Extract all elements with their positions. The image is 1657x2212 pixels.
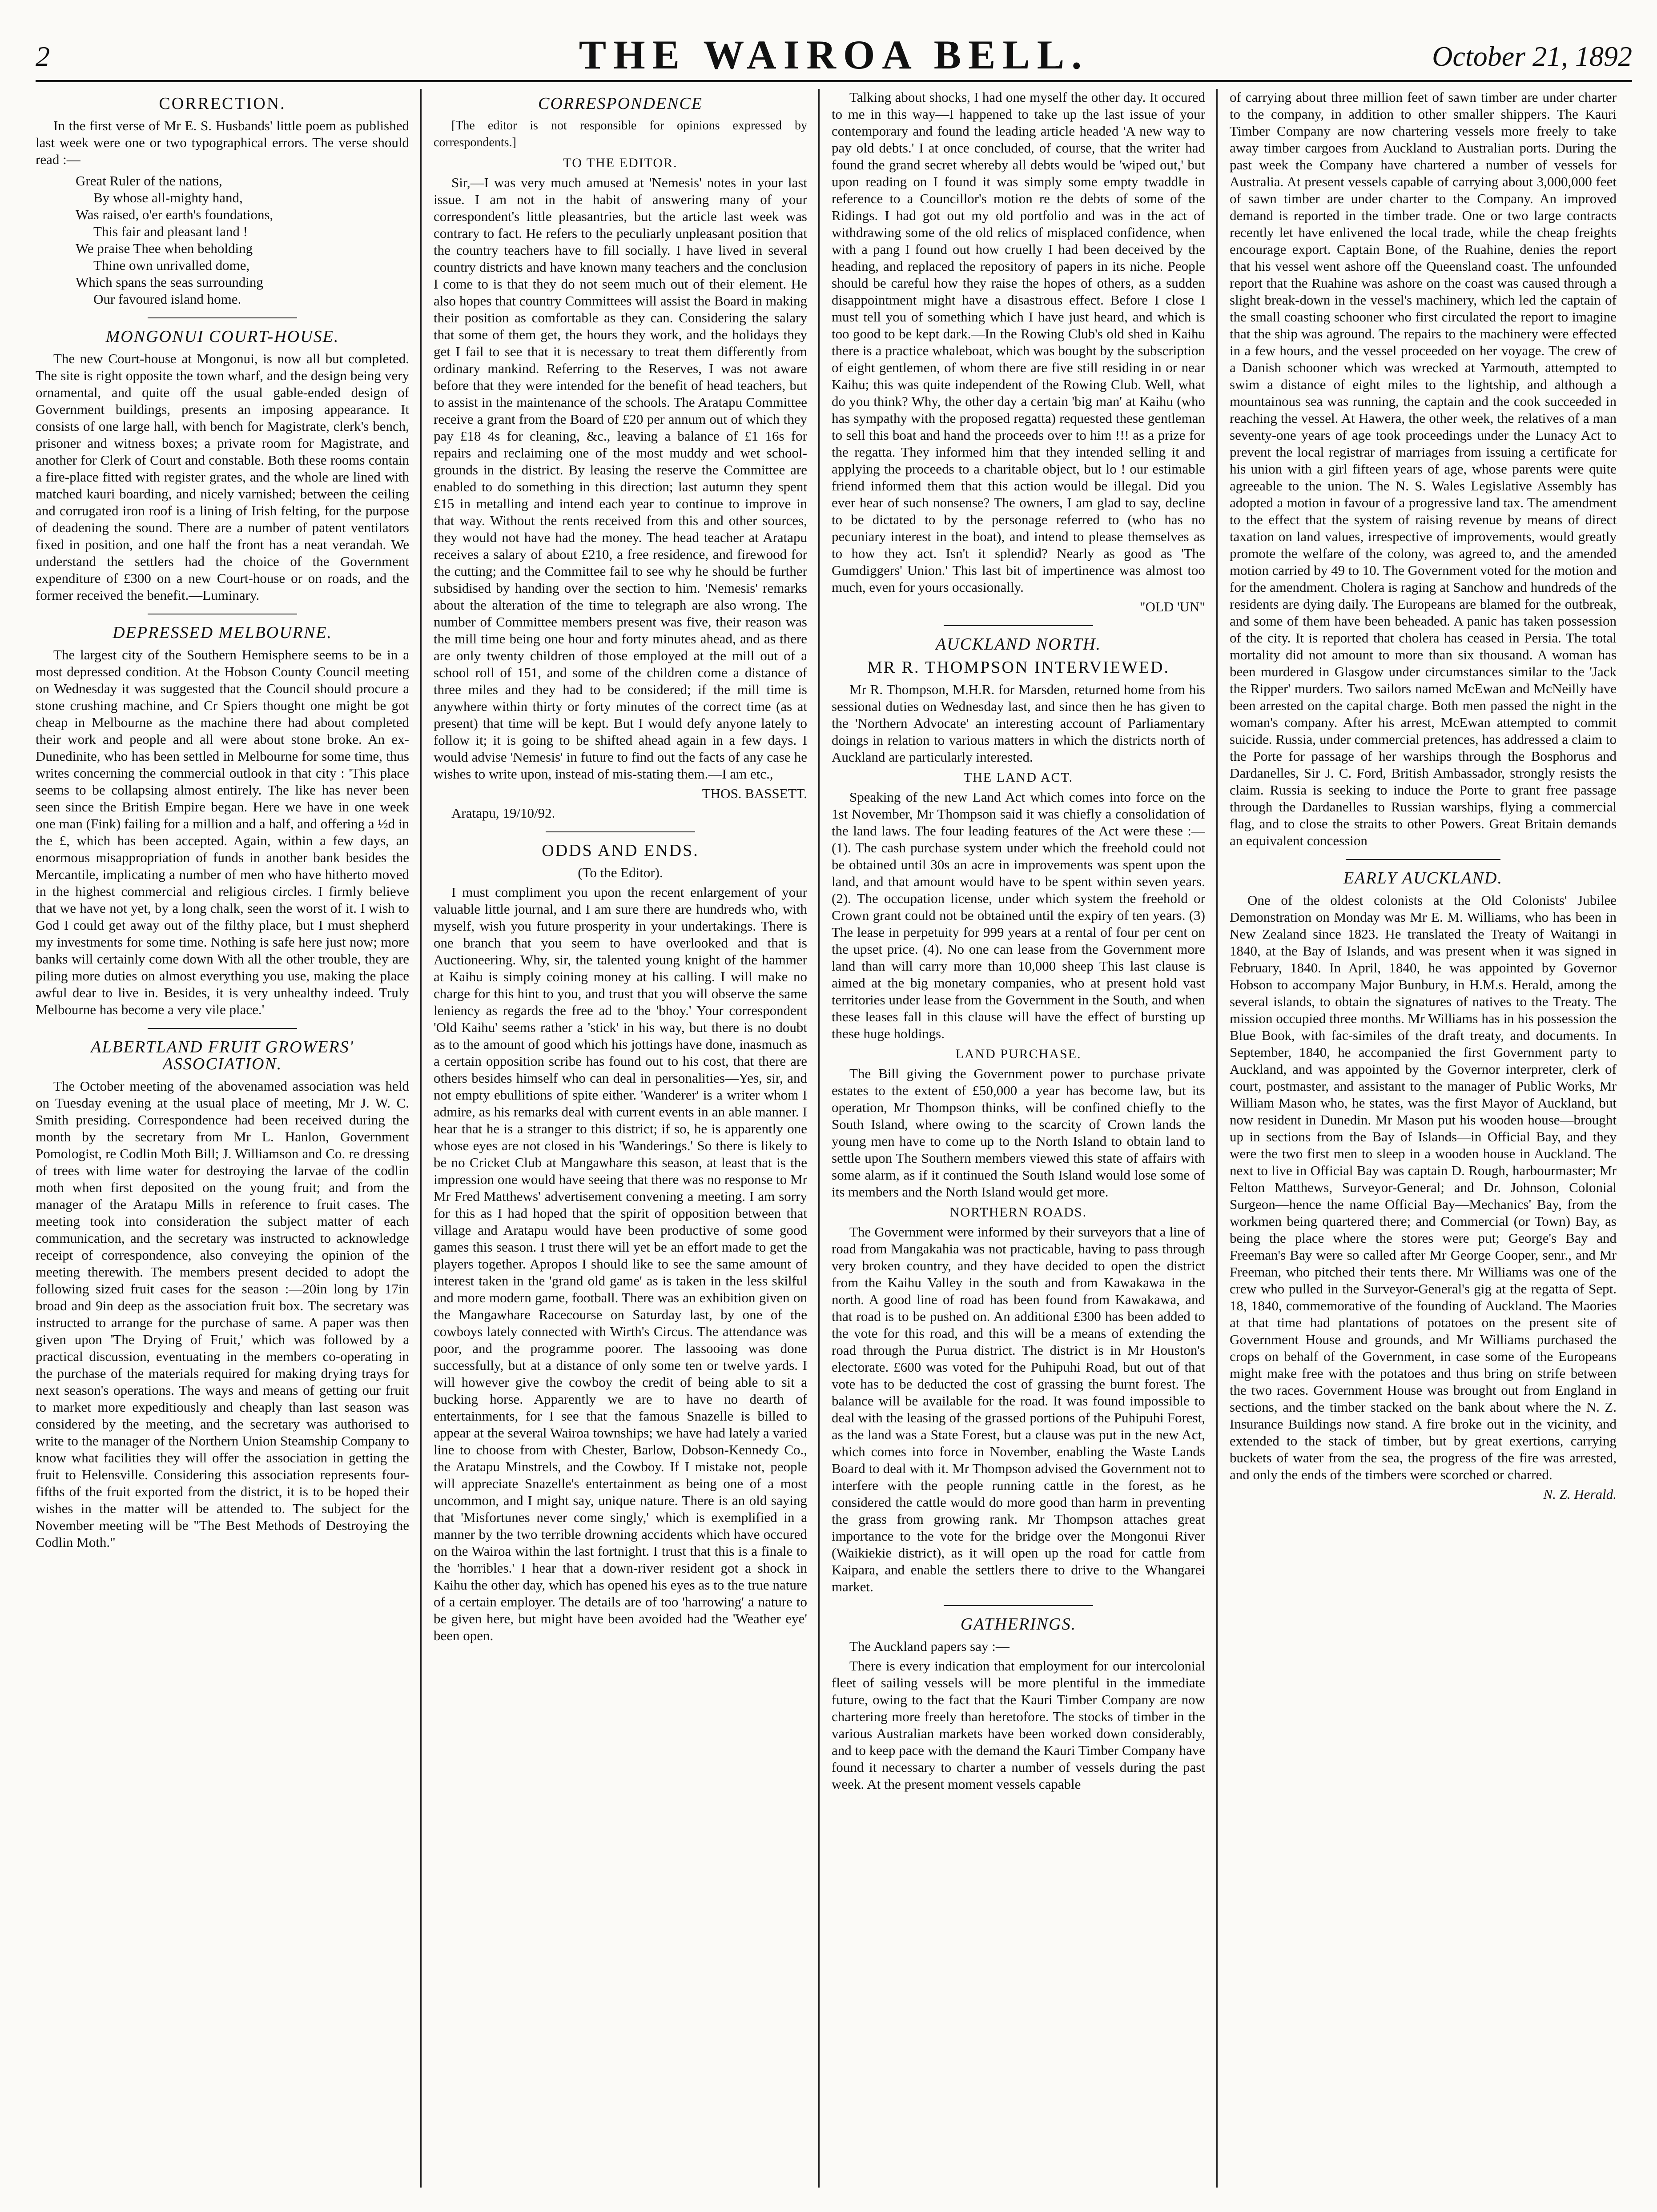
early-auckland-body: One of the oldest colonists at the Old Colonists' Jubilee Demonstration on Monday was Mr E. M. Williams, who has been in New Zealand since 1823. He translated the Treaty of Waitangi in 1840, at the Bay of Islands, and was present when it was signed in February, 1840. In April, 1840, he was appointed by Governor Hobson to accompany Major Bunbury, in H.M.s. Herald, among the several islands, to obtain the signatures of natives to the Treaty. The mission occupied three months. Mr Williams has in his possession the Blue Book, with fac-similes of the draft treaty, and documents. In September, 1840, he accompanied the first Government party to Auckland, and was appointed by the Governor interpreter, clerk of court, postmaster, and assistant to the manager of Public Works, Mr William Mason who, he states, was the first Mayor of Auckland, but now resident in Dunedin. Mr Mason put his wooden house—brought up in sections from the Bay of Islands—in Official Bay, and they were the two first men to sleep in a wooden house in Auckland. The next to live in Official Bay was captain D. Rough, harbourmaster; Mr Felton Matthews, Surveyor-General; and Dr. Johnson, Colonial Surgeon—hence the name Official Bay—Mechanics' Bay, from the workmen being quartered there; and Commercial (or Town) Bay, as being the place where the stores were put; George's Bay and Freeman's Bay were so called after Mr George Cooper, senr., and Mr Freeman, who pitched their tents there. Mr Williams was one of the crew who pulled in the Surveyor-General's gig at the regatta of Sept. 18, 1840, commemorative of the founding of Auckland. The Maories at that time had plantations of potatoes on the present site of Government House and grounds, and Mr Williams purchased the crops on behalf of the Government, in case some of the Europeans might make free with the potatoes and thus bring on strife between the two races. Government House was brought out from England in sections, and the timber stacked on the bank about where the N. Z. Insurance Buildings now stand. A fire broke out in the vicinity, and extended to the stack of timber, but by great exertions, carrying buckets of water from the sea, the progress of the fire was arrested, and only the ends of the timbers were scorched or charred. — [1230, 892, 1617, 1482]
correspondence-body: Sir,—I was very much amused at 'Nemesis' notes in your last issue. I am not in the habit of answering many of your correspondent's little pleasantries, but the article last week was contrary to fact. He refers to the peculiarly unpleasant position that the country teachers have to fill socially. I have lived in several country districts and have known many teachers and the conclusion I come to is that they do not seem much out of their element. He also hopes that country Committees will assist the Board in making their position as comfortable as they can. Considering the salary that some of them get, the hours they work, and the holidays they get I fail to see that it is necessary to treat them differently from ordinary mankind. Referring to the Reserves, I was not aware before that they were intended for the benefit of head teachers, but to assist in the maintenance of the schools. The Aratapu Committee receive a grant from the Board of £20 per annum out of which they pay £18 4s for cleaning, &c., leaving a balance of £1 16s for repairs and reclaiming one of the most muddy and wet school-grounds in the district. By leasing the reserve the Committee are enabled to do something in this direction; last autumn they spent £15 in metalling and intend each year to continue to improve in that way. Without the rents received from this and other sources, they would not have had the money. The head teacher at Aratapu receives a salary of about £210, a free residence, and firewood for the cutting; and the Committee fail to see why he should be further subsidised by handing over the section to him. 'Nemesis' remarks about the alteration of the time to telegraph are also wrong. The number of Committee members present was five, their reason was the mill time being one hour and forty minutes ahead, and as there are only twenty children of those employed at the mill out of a school roll of 151, and some of the children come a distance of three miles and they had to be considered; if the mill time is anywhere within thirty or forty minutes of the correct time (as at present) that time will be kept. But I would defy anyone lately to follow it; it is going to be shifted ahead again in a few days. I would advise 'Nemesis' in future to find out the facts of any case he wishes to write upon, instead of mis-stating them.—I am etc., — [434, 175, 807, 782]
correspondence-dateline: Aratapu, 19/10/92. — [451, 805, 555, 821]
masthead — [36, 27, 1632, 82]
early-auckland-heading: EARLY AUCKLAND. — [1343, 869, 1503, 887]
section-divider — [148, 1028, 297, 1029]
albertland-body: The October meeting of the abovenamed association was held on Tuesday evening at the usual place of meeting, Mr J. W. C. Smith presiding. Correspondence had been received during the month by the secretary from Mr L. Hanlon, Government Pomologist, re Codlin Moth Bill; J. Williamson and Co. re dressing of trees with lime water for destroying the larvae of the codlin moth when first deposited on the young fruit; and from the manager of the Aratapu Mills in reference to fruit cases. The meeting took into consideration the subject matter of each communication, and the secretary was instructed to acknowledge receipt of correspondence, also conveying the opinion of the meeting therewith. The members present decided to adopt the following sized fruit cases for the season :—20in long by 17in broad and 9in deep as the association fruit box. The secretary was instructed to arrange for the purchase of same. A paper was then given upon 'The Drying of Fruit,' which was followed by a practical discussion, eventuating in the members co-operating in the purchase of the materials required for making drying trays for next season's operations. The ways and means of getting our fruit to market more expeditiously and cheaply than last season was considered by the meeting, and the secretary was authorised to write to the manager of the Northern Union Steamship Company to know what facilities they will offer the association in getting the fruit to Helensville. Considering this association represents four-fifths of the fruit exported from the district, it is to be hoped their wishes in the matter will be attended to. The subject for the November meeting will be "The Best Methods of Destroying the Codlin Moth." — [36, 1078, 409, 1550]
melbourne-body: The largest city of the Southern Hemisphere seems to be in a most depressed condition. At the Hobson County Council meeting on Wednesday it was suggested that the Council should procure a stone crushing machine, and Cr Spiers thought one might be got cheap in Melbourne as the machine there had about completed their work and people and all were about stone broke. An ex-Dunedinite, who has been settled in Melbourne for some time, thus writes concerning the commercial outlook in that city : 'This place seems to be collapsing almost entirely. The like has never been seen since the British Empire began. Here we have in one week one man (Fink) failing for a million and a half, and offering a ½d in the £, which has been accepted. Again, within a few days, an enormous misappropriation of funds in another bank besides the Mercantile, implicating a number of men who have hitherto moved in the highest commercial and religious circles. I firmly believe that we have not yet, by a long chalk, seen the worst of it. I wish to God I could get away out of the filthy place, but I must shepherd my investments for some time. Nothing is safe here just now; more banks will certainly come down With all the other trouble, they are piling more duties on almost everything you use, making the place awful dear to live in. Besides, it is very unhealthy indeed. Truly Melbourne has become a very vile place.' — [36, 647, 409, 1017]
poem-line: This fair and pleasant land ! — [93, 224, 248, 239]
to-the-editor: TO THE EDITOR. — [563, 156, 678, 170]
correction-poem — [76, 173, 409, 308]
thompson-subhead: MR R. THOMPSON INTERVIEWED. — [867, 658, 1170, 677]
column-rule — [420, 89, 422, 2188]
poem-line: Great Ruler of the nations, — [76, 173, 222, 189]
shocks-signature: "OLD 'UN" — [1139, 599, 1205, 614]
section-divider — [1346, 859, 1500, 860]
poem-line: Was raised, o'er earth's foundations, — [76, 207, 273, 222]
poem-line: We praise Thee when beholding — [76, 241, 253, 256]
gatherings-intro: The Auckland papers say :— — [849, 1638, 1009, 1654]
column-1 — [36, 89, 409, 2188]
section-divider — [546, 831, 695, 832]
shocks-body: Talking about shocks, I had one myself the other day. It occured to me in this way—I happened to take up the last issue of your contemporary and found the leading article headed 'A new way to pay old debts.' I at once concluded, of course, that the writer had found the grand secret whereby all debts would be 'wiped out,' but upon reading on I found it was simply some empty twaddle in reference to a Councillor's motion re the debts of some of the Ridings. I had got out my old portfolio and was in the act of withdrawing some of the old relics of misplaced confidence, when with a pang I found out how cruelly I had been deceived by the heading, and replaced the repository of papers in its niche. People should be careful how they raise the hopes of others, as a sudden disappointment might have a disastrous effect. Before I close I must tell you of something which I have just heard, and which is too good to be kept dark.—In the Rowing Club's old shed in Kaihu there is a practice whaleboat, which was bought by the subscription of eight gentlemen, of whom there are five still residing in or near Kaihu; this was quite independent of the Rowing Club. Well, what do you think? Why, the other day a certain 'big man' at Kaihu (who has sympathy with the proposed regatta) requested these gentleman to sell this boat and hand the proceeds over to him !!! as a prize for the regatta. They informed him that they intended selling it and applying the proceeds to a charitable object, but lo ! our estimable friend informed them that this action would be illegal. Did you ever hear of such nonsense? The owners, I am glad to say, decline to be dictated to by the personage referred to (who has no pecuniary interest in the boat), and intend to please themselves as to how they act. Isn't it splendid? Nearly as good as 'The Gumdiggers' Union.' This last bit of impertinence was almost too much, even for yours occasionally. — [832, 89, 1205, 595]
poem-line: Our favoured island home. — [93, 291, 241, 307]
gatherings-heading: GATHERINGS. — [960, 1615, 1077, 1634]
odds-to-editor: (To the Editor). — [578, 865, 663, 880]
land-act-body: Speaking of the new Land Act which comes into force on the 1st November, Mr Thompson said it was chiefly a consolidation of the land laws. The four leading features of the Act were these :— (1). The cash purchase system under which the freehold could not be obtained until 30s an acre in improvements was spent upon the land, and that amount would have to be spent within seven years. (2). The occupation license, under which system the freehold or Crown grant could not be obtained until the expiry of ten years. (3) The lease in perpetuity for 999 years at a rental of four per cent on the upset price. (4). No one can lease from the Government more land than will carry more than 10,000 sheep This last clause is aimed at the big monetary companies, who at present hold vast territories under lease from the Government in the South, and when these leases fall in this clause will have the effect of bursting up these huge holdings. — [832, 789, 1205, 1041]
section-divider — [944, 625, 1093, 626]
column-4 — [1230, 89, 1617, 2188]
northern-roads-head: NORTHERN ROADS. — [949, 1205, 1087, 1220]
land-purchase-body: The Bill giving the Government power to purchase private estates to the extent of £50,000 a year has become law, but its operation, Mr Thompson thinks, will be confined chiefly to the South Island, where owing to the scarcity of Crown lands the young men have to come up to the North Island to obtain land to settle upon The Southern members viewed this state of affairs with some alarm, as if it continued the South Island would lose some of its members and the North Island would get more. — [832, 1066, 1205, 1200]
land-purchase-head: LAND PURCHASE. — [955, 1047, 1082, 1061]
poem-line: Thine own unrivalled dome, — [93, 257, 250, 273]
column-rule — [1216, 89, 1218, 2188]
gatherings-body: There is every indication that employment for our intercolonial fleet of sailing vessels will be more plentiful in the immediate future, owing to the fact that the Kauri Timber Company are now chartering more freely than heretofore. The stocks of timber in the various Australian markets have been worked down considerably, and to keep pace with the demand the Kauri Timber Company have found it necessary to charter a number of vessels during the past week. At the present moment vessels capable — [832, 1658, 1205, 1792]
melbourne-heading: DEPRESSED MELBOURNE. — [113, 623, 332, 642]
issue-date: October 21, 1892 — [1432, 40, 1632, 72]
poem-line: By whose all-mighty hand, — [93, 190, 243, 205]
odds-heading: ODDS AND ENDS. — [542, 841, 699, 860]
page-number: 2 — [36, 40, 50, 72]
correction-heading: CORRECTION. — [159, 94, 286, 113]
poem-line: Which spans the seas surrounding — [76, 274, 263, 290]
column-3 — [832, 89, 1205, 2188]
column-rule — [818, 89, 820, 2188]
mongonui-heading: MONGONUI COURT-HOUSE. — [105, 327, 339, 346]
editor-note: [The editor is not responsible for opinions expressed by correspondents.] — [434, 119, 807, 149]
northern-roads-body: The Government were informed by their surveyors that a line of road from Mangakahia was not practicable, having to pass through very broken country, and they have decided to open the district from the Kaihu Valley in the south and from Kawakawa in the north. A good line of road has been found from Kawakawa, and that road is to be pushed on. An additional £300 has been added to the vote for this road, and this will be a means of extending the road through the Purua district. The district is in Mr Houston's electorate. £600 was voted for the Puhipuhi Road, but out of that vote has to be deducted the cost of grassing the burnt forest. The balance will be available for the road. It was found impossible to deal with the leasing of the grassed portions of the Puhipuhi Forest, as the land was a State Forest, but a clause was put in the new Act, which comes into force in November, enabling the Waste Lands Board to deal with it. Mr Thompson advised the Government not to interfere with the people running cattle in the forest, as he considered the cattle would do more good than harm in preventing the grass from growing rank. Mr Thompson attaches great importance to the vote for the bridge over the Mongonui River (Waikiekie district), as it will open up the road for cattle from Kaipara, and enable the settlers there to drive to the Whangarei market. — [832, 1224, 1205, 1594]
early-auckland-source: N. Z. Herald. — [1543, 1486, 1617, 1502]
column-2 — [434, 89, 807, 2188]
odds-body: I must compliment you upon the recent enlargement of your valuable little journal, and I am sure there are hundreds who, with myself, wish you future prosperity in your undertakings. There is one branch that you seem to have overlooked and that is Auctioneering. Why, sir, the talented young knight of the hammer at Kaihu is simply coining money at his calling. I will make no charge for this hint to you, and trust that you will observe the same leniency as regards the free ad to the 'bhoy.' Your correspondent 'Old Kaihu' seems rather a 'stick' in his way, but there is no doubt as to the amount of good which his jottings have done, inasmuch as a certain opposition scribe has found out to his cost, that there are others besides himself who can deal in personalities—Yes, sir, and not empty ebullitions of spite either. 'Wanderer' is a writer whom I admire, as his remarks deal with current events in an able manner. I hear that he is a stranger to this district; if so, he is apparently one whose eyes are not closed in his 'Wanderings.' So there is likely to be no Cricket Club at Mangawhare this season, at least that is the impression one would have seeing that there was no response to Mr Mr Fred Matthews' advertisement convening a meeting. I am sorry for this as I had hoped that the spirit of opposition between that village and Aratapu would have been productive of some good games this season. I trust there will yet be an effort made to get the players together. Apropos I should like to see the same amount of interest taken in the 'grand old game' as is taken in the less skilful and more modern game, football. There was an exhibition given on the Mangawhare Racecourse on Saturday last, by one of the cowboys lately connected with Wirth's Circus. The attendance was poor, and the programme poorer. The lassooing was done successfully, but at a distance of only some ten or twelve yards. I will however give the cowboy the credit of being able to sit a bucking horse. Apparently we are to have no dearth of entertainments, for I see that the famous Snazelle is billed to appear at the several Wairoa townships; we have had lately a varied line to choose from with Chester, Barlow, Dobson-Kennedy Co., the Aratapu Minstrels, and the Cowboy. If I mistake not, people will appreciate Snazelle's entertainment as being one of a most uncommon, and I might say, unique nature. There is an old saying that 'Misfortunes never come singly,' which is exemplified in a manner by the two terrible drowning accidents which have occured on the Wairoa within the last fortnight. I trust that this is a finale to the 'horribles.' I hear that a down-river resident got a shock in Kaihu the other day, which has opened his eyes as to the true nature of a certain employer. The details are of too 'harrowing' a nature to be given here, but might have been avoided had the 'Weather eye' been open. — [434, 884, 807, 1643]
gatherings-continued: of carrying about three million feet of sawn timber are under charter to the company, in addition to other smaller shippers. The Kauri Timber Company are now chartering vessels more freely to take away timber cargoes from Auckland to Australian ports. During the past week the Company have chartered a number of vessels for Australia. At present vessels capable of carrying about 3,000,000 feet of sawn timber are under charter to the Company. An improved demand is reported in the timber trade. One or two large contracts recently let have enlivened the local trade, while the cheap freights encourage export. Captain Bone, of the Ruahine, denies the report that his vessel went ashore off the Queensland coast. The unfounded report that the Ruahine was ashore on the coast was caused through a slight break-down in the vessel's machinery, which led the captain of the small coasting schooner who first circulated the report to imagine that the ship was aground. The repairs to the machinery were effected in a few hours, and the vessel proceeded on her voyage. The crew of a Danish schooner which was wrecked at Yarmouth, attempted to swim a distance of eight miles to the lightship, and although a mountainous sea was running, the captain and the cook succeeded in reaching the vessel. At Hawera, the other week, the relatives of a man seventy-one years of age took proceedings under the Lunacy Act to prevent the local registrar of marriages from issuing a certificate for his union with a girl fifteen years of age, whose parents were quite agreeable to the union. The N. S. Wales Legislative Assembly has adopted a motion in favour of a progressive land tax. The amendment to the effect that the system of raising revenue by means of direct taxation on land values, irrespective of improvements, would greatly promote the welfare of the colony, was agreed to, and the amended motion carried by 49 to 10. The Government voted for the motion and for the amendment. Cholera is raging at Sanchow and hundreds of the residents are dying daily. The Europeans are blamed for the outbreak, and some of them have been beheaded. A panic has taken possession of the city. It is reported that cholera has ceased in Persia. The total mortality did not amount to more than six thousand. A woman has been murdered in Glasgow under circumstances similar to the 'Jack the Ripper' murders. Two sailors named McEwan and McNeilly have been arrested on the capital charge. Both men passed the night in the woman's company. After his arrest, McEwan attempted to commit suicide. Russia, under commercial pretences, has addressed a claim to the Porte for passage of her warships through the Bosphorus and Dardanelles, Sir J. C. Ford, British Ambassador, strongly resists the claim. Russia is seeking to induce the Porte to grant free passage through the Dardanelles to Russian warships, flying a commercial flag, and to close the straits to other Powers. Great Britain demands an equivalent concession — [1230, 89, 1617, 848]
section-divider — [148, 317, 297, 318]
albertland-heading: ALBERTLAND FRUIT GROWERS' ASSOCIATION. — [91, 1038, 354, 1073]
correspondence-signature: THOS. BASSETT. — [702, 786, 807, 801]
correction-intro: In the first verse of Mr E. S. Husbands' little poem as published last week were one or two typographical errors. The verse should read :— — [36, 118, 409, 167]
correspondence-heading: CORRESPONDENCE — [538, 94, 703, 113]
section-divider — [944, 1605, 1093, 1606]
mongonui-body: The new Court-house at Mongonui, is now all but completed. The site is right opposite the town wharf, and the design being very ornamental, and quite off the usual gable-ended design of Government buildings, presents an imposing appearance. It consists of one large hall, with bench for Magistrate, clerk's bench, prisoner and witness boxes; a private room for Magistrate, and another for Clerk of Court and constable. Both these rooms contain a fire-place fitted with register grates, and the whole are lined with matched kauri boarding, and nicely varnished; between the ceiling and corrugated iron roof is a lining of Irish felting, for the purpose of deadening the sound. There are a number of patent ventilators fixed in position, and one half the front has a neat verandah. We understand the settlers had the choice of the Government expenditure of £300 on a new Court-house or on roads, and the former received the benefit.—Luminary. — [36, 351, 409, 603]
auckland-north-heading: AUCKLAND NORTH. — [935, 635, 1102, 654]
thompson-intro: Mr R. Thompson, M.H.R. for Marsden, returned home from his sessional duties on Wednesday last, and since then he has given to the 'Northern Advocate' an interesting account of Parliamentary doings in relation to various matters in which the districts north of Auckland are particularly interested. — [832, 682, 1205, 765]
land-act-head: THE LAND ACT. — [963, 770, 1074, 785]
newspaper-title: THE WAIROA BELL. — [579, 32, 1089, 77]
